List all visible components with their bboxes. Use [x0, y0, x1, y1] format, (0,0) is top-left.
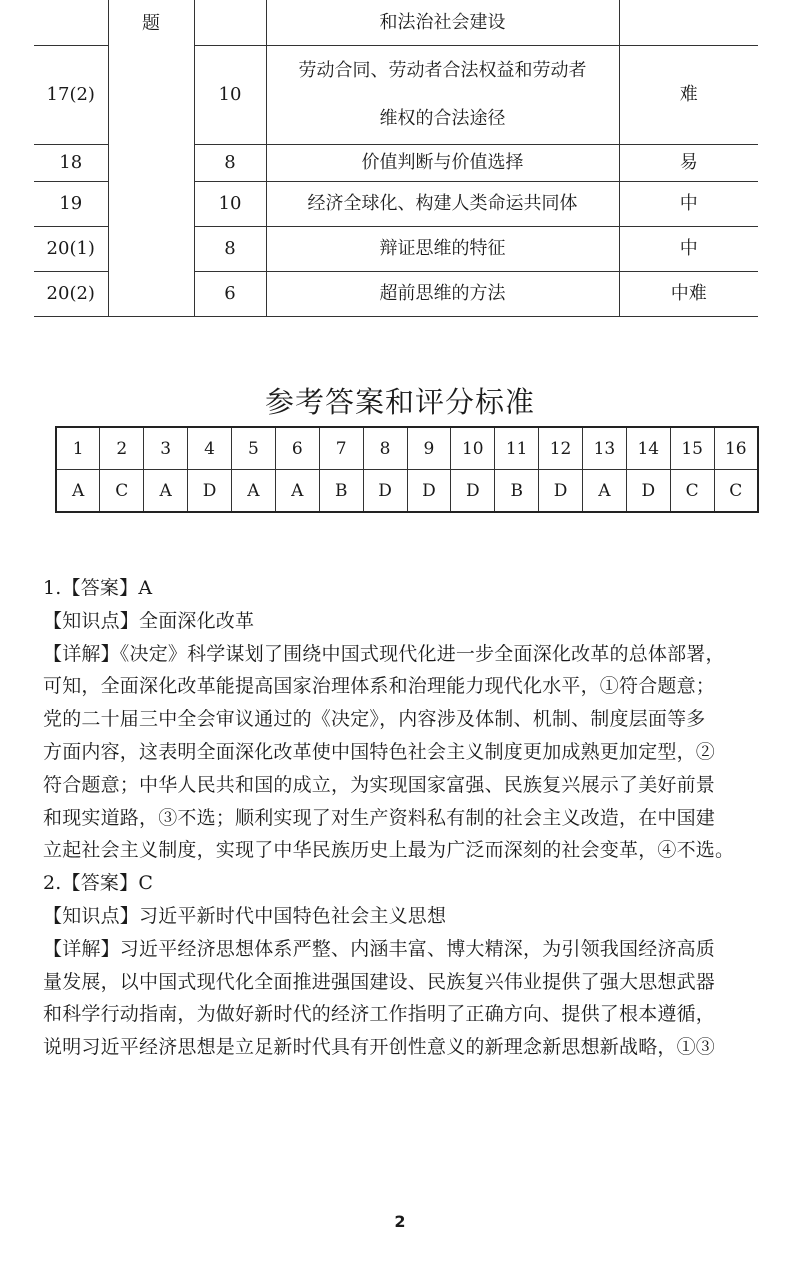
question-cell: 20(1)	[34, 226, 108, 271]
difficulty-cell: 难	[619, 45, 758, 144]
explanation-line: 1.【答案】A	[43, 577, 153, 599]
explanation-line: 说明习近平经济思想是立足新时代具有开创性意义的新理念新思想新战略，①③	[43, 1036, 716, 1059]
explanation-line: 方面内容，这表明全面深化改革使中国特色社会主义制度更加成熟更加定型，②	[43, 740, 716, 763]
difficulty-cell	[619, 0, 758, 45]
question-number-cell: 14	[626, 427, 670, 470]
answer-cell: D	[407, 470, 451, 513]
answer-cell: B	[319, 470, 363, 513]
topic-line: 维权的合法途径	[379, 107, 506, 129]
table-row	[34, 0, 758, 45]
explanation-line: 量发展，以中国式现代化全面推进强国建设、民族复兴伟业提供了强大思想武器	[43, 970, 716, 993]
answer-cell: D	[188, 470, 232, 513]
question-number-cell: 4	[188, 427, 232, 470]
answer-cell: B	[495, 470, 539, 513]
answer-cell: C	[714, 470, 758, 513]
explanation-line: 立起社会主义制度，实现了中华民族历史上最为广泛而深刻的社会变革，④不选。	[43, 839, 735, 862]
score-cell: 8	[194, 144, 266, 181]
question-number-cell: 15	[670, 427, 714, 470]
question-number-cell: 10	[451, 427, 495, 470]
explanation-line: 符合题意；中华人民共和国的成立，为实现国家富强、民族复兴展示了美好前景	[43, 773, 716, 796]
answer-cell: D	[363, 470, 407, 513]
question-cell: 19	[34, 181, 108, 226]
topic-cell	[266, 45, 619, 144]
topic-cell: 经济全球化、构建人类命运共同体	[266, 181, 619, 226]
knowledge-point-table	[34, 0, 758, 317]
topic-cell: 辩证思维的特征	[266, 226, 619, 271]
question-number-cell: 2	[100, 427, 144, 470]
question-number-cell: 12	[539, 427, 583, 470]
answer-cell: A	[56, 470, 100, 513]
score-cell: 6	[194, 271, 266, 316]
question-cell: 17(2)	[34, 45, 108, 144]
question-number-cell: 1	[56, 427, 100, 470]
question-number-cell: 13	[583, 427, 627, 470]
explanation-line: 和科学行动指南，为做好新时代的经济工作指明了正确方向、提供了根本遵循，	[43, 1003, 716, 1026]
answer-cell: C	[670, 470, 714, 513]
explanation-text	[43, 572, 783, 1064]
explanation-line: 可知，全面深化改革能提高国家治理体系和治理能力现代化水平，①符合题意；	[43, 675, 716, 698]
topic-line: 劳动合同、劳动者合法权益和劳动者	[298, 59, 587, 81]
question-number-cell: 7	[319, 427, 363, 470]
explanation-line: 【知识点】全面深化改革	[43, 609, 255, 632]
answer-cell: A	[232, 470, 276, 513]
answer-cell: A	[275, 470, 319, 513]
score-cell: 10	[194, 45, 266, 144]
topic-cell: 价值判断与价值选择	[266, 144, 619, 181]
question-number-cell: 3	[144, 427, 188, 470]
explanation-line: 党的二十届三中全会审议通过的《决定》，内容涉及体制、机制、制度层面等多	[43, 708, 706, 731]
question-number-cell: 8	[363, 427, 407, 470]
question-type-cell: 题	[108, 0, 194, 316]
question-cell: 20(2)	[34, 271, 108, 316]
explanation-line: 【知识点】习近平新时代中国特色社会主义思想	[43, 904, 447, 927]
explanation-line: 【详解】习近平经济思想体系严整、内涵丰富、博大精深，为引领我国经济高质	[43, 937, 716, 960]
score-cell: 8	[194, 226, 266, 271]
question-number-cell: 6	[275, 427, 319, 470]
answer-cell: A	[144, 470, 188, 513]
question-number-row	[56, 427, 758, 470]
question-number-cell: 5	[232, 427, 276, 470]
difficulty-cell: 中	[619, 181, 758, 226]
score-cell: 10	[194, 181, 266, 226]
question-number-cell: 16	[714, 427, 758, 470]
topic-cell: 超前思维的方法	[266, 271, 619, 316]
difficulty-cell: 易	[619, 144, 758, 181]
difficulty-cell: 中	[619, 226, 758, 271]
question-cell: 18	[34, 144, 108, 181]
answer-cell: D	[539, 470, 583, 513]
answer-row	[56, 470, 758, 513]
score-cell	[194, 0, 266, 45]
page-number: 2	[394, 1212, 406, 1231]
question-number-cell: 11	[495, 427, 539, 470]
question-number-cell: 9	[407, 427, 451, 470]
explanation-line: 2.【答案】C	[43, 872, 154, 895]
answer-section-title: 参考答案和评分标准	[264, 385, 535, 419]
answer-cell: C	[100, 470, 144, 513]
answer-key-table	[55, 426, 759, 513]
question-cell	[34, 0, 108, 45]
answer-cell: D	[451, 470, 495, 513]
answer-cell: A	[583, 470, 627, 513]
answer-cell: D	[626, 470, 670, 513]
topic-cell: 和法治社会建设	[266, 0, 619, 45]
explanation-line: 【详解】《决定》科学谋划了围绕中国式现代化进一步全面深化改革的总体部署，	[43, 642, 725, 665]
difficulty-cell: 中难	[619, 271, 758, 316]
explanation-line: 和现实道路，③不选；顺利实现了对生产资料私有制的社会主义改造，在中国建	[43, 806, 716, 829]
